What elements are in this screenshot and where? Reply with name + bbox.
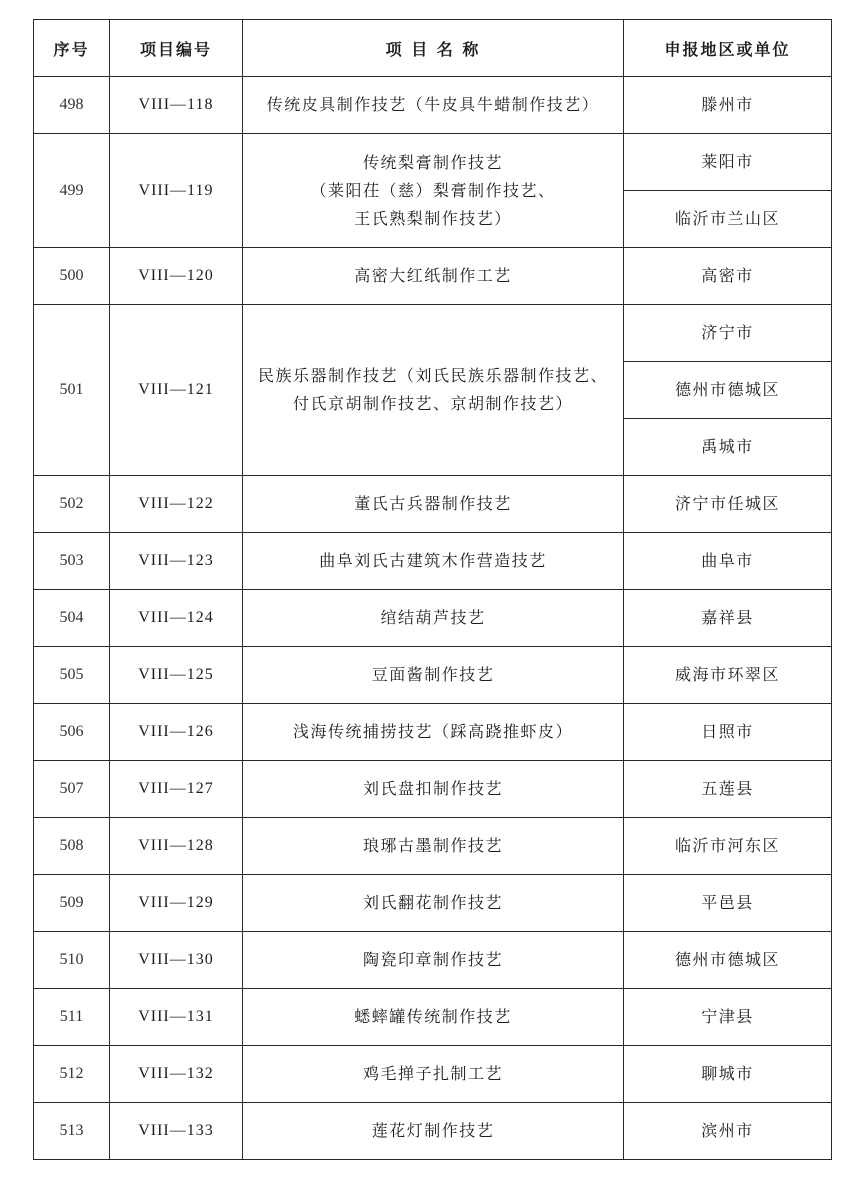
row-index: 500 — [34, 248, 110, 305]
row-index: 499 — [34, 134, 110, 248]
table-row — [34, 305, 832, 362]
table-row — [34, 818, 832, 875]
row-index: 498 — [34, 77, 110, 134]
row-region: 滨州市 — [624, 1103, 832, 1160]
row-region: 临沂市河东区 — [624, 818, 832, 875]
row-code: VIII—121 — [110, 305, 243, 476]
row-region: 济宁市任城区 — [624, 476, 832, 533]
row-code: VIII—126 — [110, 704, 243, 761]
row-region: 德州市德城区 — [624, 932, 832, 989]
row-index: 507 — [34, 761, 110, 818]
row-region: 滕州市 — [624, 77, 832, 134]
name-line: 琅琊古墨制作技艺 — [362, 836, 503, 855]
name-line: 鸡毛掸子扎制工艺 — [362, 1064, 503, 1083]
table-row — [34, 533, 832, 590]
row-region: 平邑县 — [624, 875, 832, 932]
name-line: 传统梨膏制作技艺 — [362, 152, 503, 172]
row-region: 曲阜市 — [624, 533, 832, 590]
row-code: VIII—130 — [110, 932, 243, 989]
row-code: VIII—125 — [110, 647, 243, 704]
name-line: 传统皮具制作技艺（牛皮具牛蜡制作技艺） — [266, 95, 600, 114]
row-code: VIII—132 — [110, 1046, 243, 1103]
row-project-name — [243, 1103, 624, 1160]
row-project-name — [243, 134, 624, 248]
table-row — [34, 248, 832, 305]
row-index: 511 — [34, 989, 110, 1046]
name-line: 董氏古兵器制作技艺 — [354, 494, 512, 513]
row-index: 508 — [34, 818, 110, 875]
name-line: 高密大红纸制作工艺 — [354, 266, 512, 285]
name-line: 付氏京胡制作技艺、京胡制作技艺） — [292, 394, 573, 413]
header-region: 申报地区或单位 — [624, 20, 832, 77]
row-project-name — [243, 932, 624, 989]
row-region: 五莲县 — [624, 761, 832, 818]
name-line: 绾结葫芦技艺 — [380, 608, 486, 627]
row-code: VIII—127 — [110, 761, 243, 818]
row-project-name — [243, 1046, 624, 1103]
row-project-name — [243, 77, 624, 134]
row-index: 510 — [34, 932, 110, 989]
header-project-name: 项 目 名 称 — [243, 20, 624, 77]
heritage-project-table — [33, 19, 832, 1160]
name-line: 王氏熟梨制作技艺） — [354, 208, 512, 228]
row-code: VIII—133 — [110, 1103, 243, 1160]
row-region: 禹城市 — [624, 419, 832, 476]
row-project-name — [243, 533, 624, 590]
table-row — [34, 134, 832, 191]
row-code: VIII—128 — [110, 818, 243, 875]
row-project-name — [243, 590, 624, 647]
table-row — [34, 1103, 832, 1160]
name-line: 豆面酱制作技艺 — [371, 665, 495, 684]
row-region: 宁津县 — [624, 989, 832, 1046]
row-region: 聊城市 — [624, 1046, 832, 1103]
header-index: 序号 — [34, 20, 110, 77]
table-row — [34, 932, 832, 989]
table-row — [34, 875, 832, 932]
table-header-row — [34, 20, 832, 77]
name-line: 浅海传统捕捞技艺（踩高跷推虾皮） — [292, 722, 573, 741]
row-project-name — [243, 818, 624, 875]
row-project-name — [243, 989, 624, 1046]
row-code: VIII—122 — [110, 476, 243, 533]
row-index: 505 — [34, 647, 110, 704]
table-row — [34, 647, 832, 704]
row-code: VIII—131 — [110, 989, 243, 1046]
row-code: VIII—120 — [110, 248, 243, 305]
row-region: 日照市 — [624, 704, 832, 761]
name-line: 刘氏盘扣制作技艺 — [362, 779, 503, 798]
name-line: （莱阳茌（慈）梨膏制作技艺、 — [310, 180, 556, 200]
row-code: VIII—119 — [110, 134, 243, 248]
row-index: 504 — [34, 590, 110, 647]
row-index: 502 — [34, 476, 110, 533]
row-index: 512 — [34, 1046, 110, 1103]
table-row — [34, 590, 832, 647]
row-region: 莱阳市 — [624, 134, 832, 191]
row-project-name — [243, 704, 624, 761]
row-code: VIII—118 — [110, 77, 243, 134]
row-code: VIII—123 — [110, 533, 243, 590]
row-project-name — [243, 248, 624, 305]
name-line: 莲花灯制作技艺 — [371, 1121, 495, 1140]
name-line: 陶瓷印章制作技艺 — [362, 950, 503, 969]
row-region: 威海市环翠区 — [624, 647, 832, 704]
header-code: 项目编号 — [110, 20, 243, 77]
row-index: 513 — [34, 1103, 110, 1160]
name-line: 蟋蟀罐传统制作技艺 — [354, 1007, 512, 1026]
table-row — [34, 1046, 832, 1103]
name-line: 民族乐器制作技艺（刘氏民族乐器制作技艺、 — [257, 366, 608, 385]
row-region: 德州市德城区 — [624, 362, 832, 419]
row-index: 506 — [34, 704, 110, 761]
table-row — [34, 989, 832, 1046]
row-index: 509 — [34, 875, 110, 932]
row-index: 503 — [34, 533, 110, 590]
table-row — [34, 761, 832, 818]
row-code: VIII—129 — [110, 875, 243, 932]
row-region: 临沂市兰山区 — [624, 191, 832, 248]
row-region: 嘉祥县 — [624, 590, 832, 647]
row-project-name — [243, 305, 624, 476]
table-row — [34, 476, 832, 533]
row-code: VIII—124 — [110, 590, 243, 647]
row-region: 高密市 — [624, 248, 832, 305]
row-region: 济宁市 — [624, 305, 832, 362]
row-project-name — [243, 761, 624, 818]
table-row — [34, 704, 832, 761]
name-line: 刘氏翻花制作技艺 — [362, 893, 503, 912]
row-index: 501 — [34, 305, 110, 476]
table-row — [34, 77, 832, 134]
name-line: 曲阜刘氏古建筑木作营造技艺 — [319, 551, 547, 570]
row-project-name — [243, 647, 624, 704]
row-project-name — [243, 476, 624, 533]
row-project-name — [243, 875, 624, 932]
